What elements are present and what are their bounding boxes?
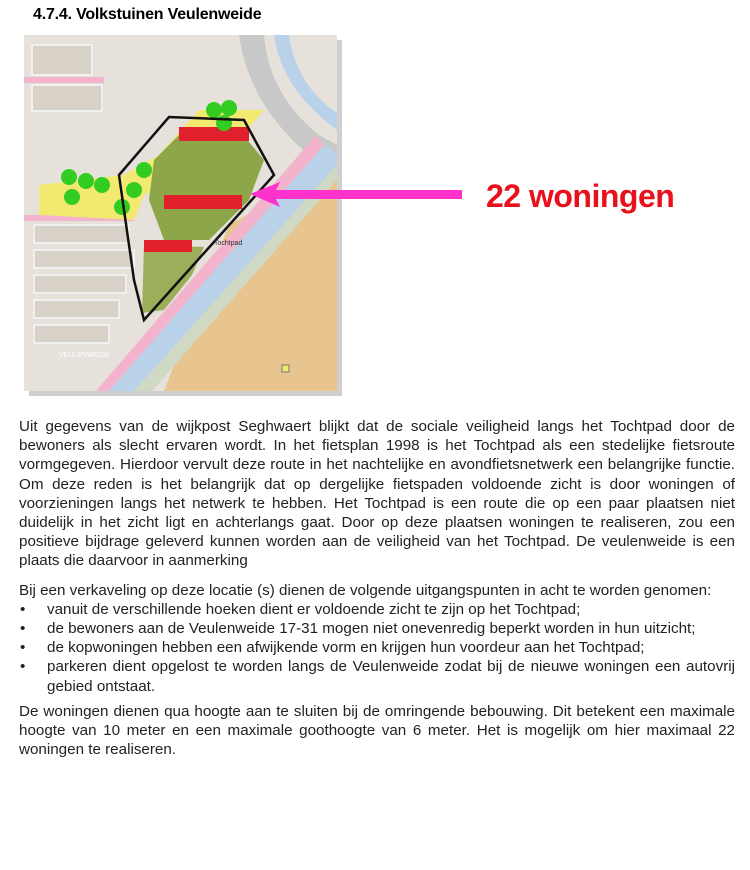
list-item xyxy=(19,638,735,657)
bullet-mark: • xyxy=(20,639,26,657)
list-item xyxy=(19,619,735,638)
section-heading: 4.7.4. Volkstuinen Veulenweide xyxy=(33,6,262,23)
annotation-arrow xyxy=(250,180,470,210)
list-item-text: parkeren dient opgelost te worden langs de Veulenweide zodat bij de nieuwe woningen een autovrij gebied ontstaat. xyxy=(47,658,735,695)
paragraph-2: Bij een verkaveling op deze locatie (s) dienen de volgende uitgangspunten in acht te worden genomen: xyxy=(19,581,712,599)
site-map xyxy=(24,35,337,391)
map-label-tochtpad: Tochtpad xyxy=(214,240,243,247)
paragraph-1: Uit gegevens van de wijkpost Seghwaert blijkt dat de sociale veiligheid langs het Tochtpad door de bewoners als slecht ervaren wordt. In het fietsplan 1998 is het Tochtpad als een stedelijke fietsroute vormgegeven. Hierdoor vervult deze route in het nachtelijke en avondfietsnetwerk een belangrijke functie. Om deze reden is het belangrijk dat op dergelijke fietspaden voldoende zicht is door woningen of voorzieningen langs het netwerk te hebben. Het Tochtpad is een route die op een paar plaatsen niet duidelijk in het zicht ligt en achterlangs gaat. Door op deze plaatsen woningen te realiseren, zou een positieve bijdrage geleverd kunnen worden aan de veiligheid van het Tochtpad. De veulenweide is een plaats die daarvoor in aanmerking xyxy=(19,418,735,570)
list-item-text: vanuit de verschillende hoeken dient er voldoende zicht te zijn op het Tochtpad; xyxy=(47,600,581,618)
list-item-text: de kopwoningen hebben een afwijkende vorm en krijgen hun voordeur aan het Tochtpad; xyxy=(47,639,645,657)
bullet-mark: • xyxy=(20,658,26,676)
site-map-graphic xyxy=(24,35,337,391)
list-item-text: de bewoners aan de Veulenweide 17-31 mogen niet onevenredig beperkt worden in hun uitzicht; xyxy=(47,620,696,638)
paragraph-3: De woningen dienen qua hoogte aan te sluiten bij de omringende bebouwing. Dit betekent een maximale hoogte van 10 meter en een maximale goothoogte van 6 meter. Het is mogelijk om hier maximaal 22 woningen te realiseren. xyxy=(19,702,735,759)
body-text xyxy=(19,417,735,759)
list-item xyxy=(19,600,735,619)
list-item xyxy=(19,657,735,695)
bullet-mark: • xyxy=(20,620,26,638)
bullet-list xyxy=(19,600,735,696)
annotation-label: 22 woningen xyxy=(486,178,675,214)
bullet-mark: • xyxy=(20,600,26,618)
map-label-veulenweide: VEULENWEIDE xyxy=(59,352,110,359)
